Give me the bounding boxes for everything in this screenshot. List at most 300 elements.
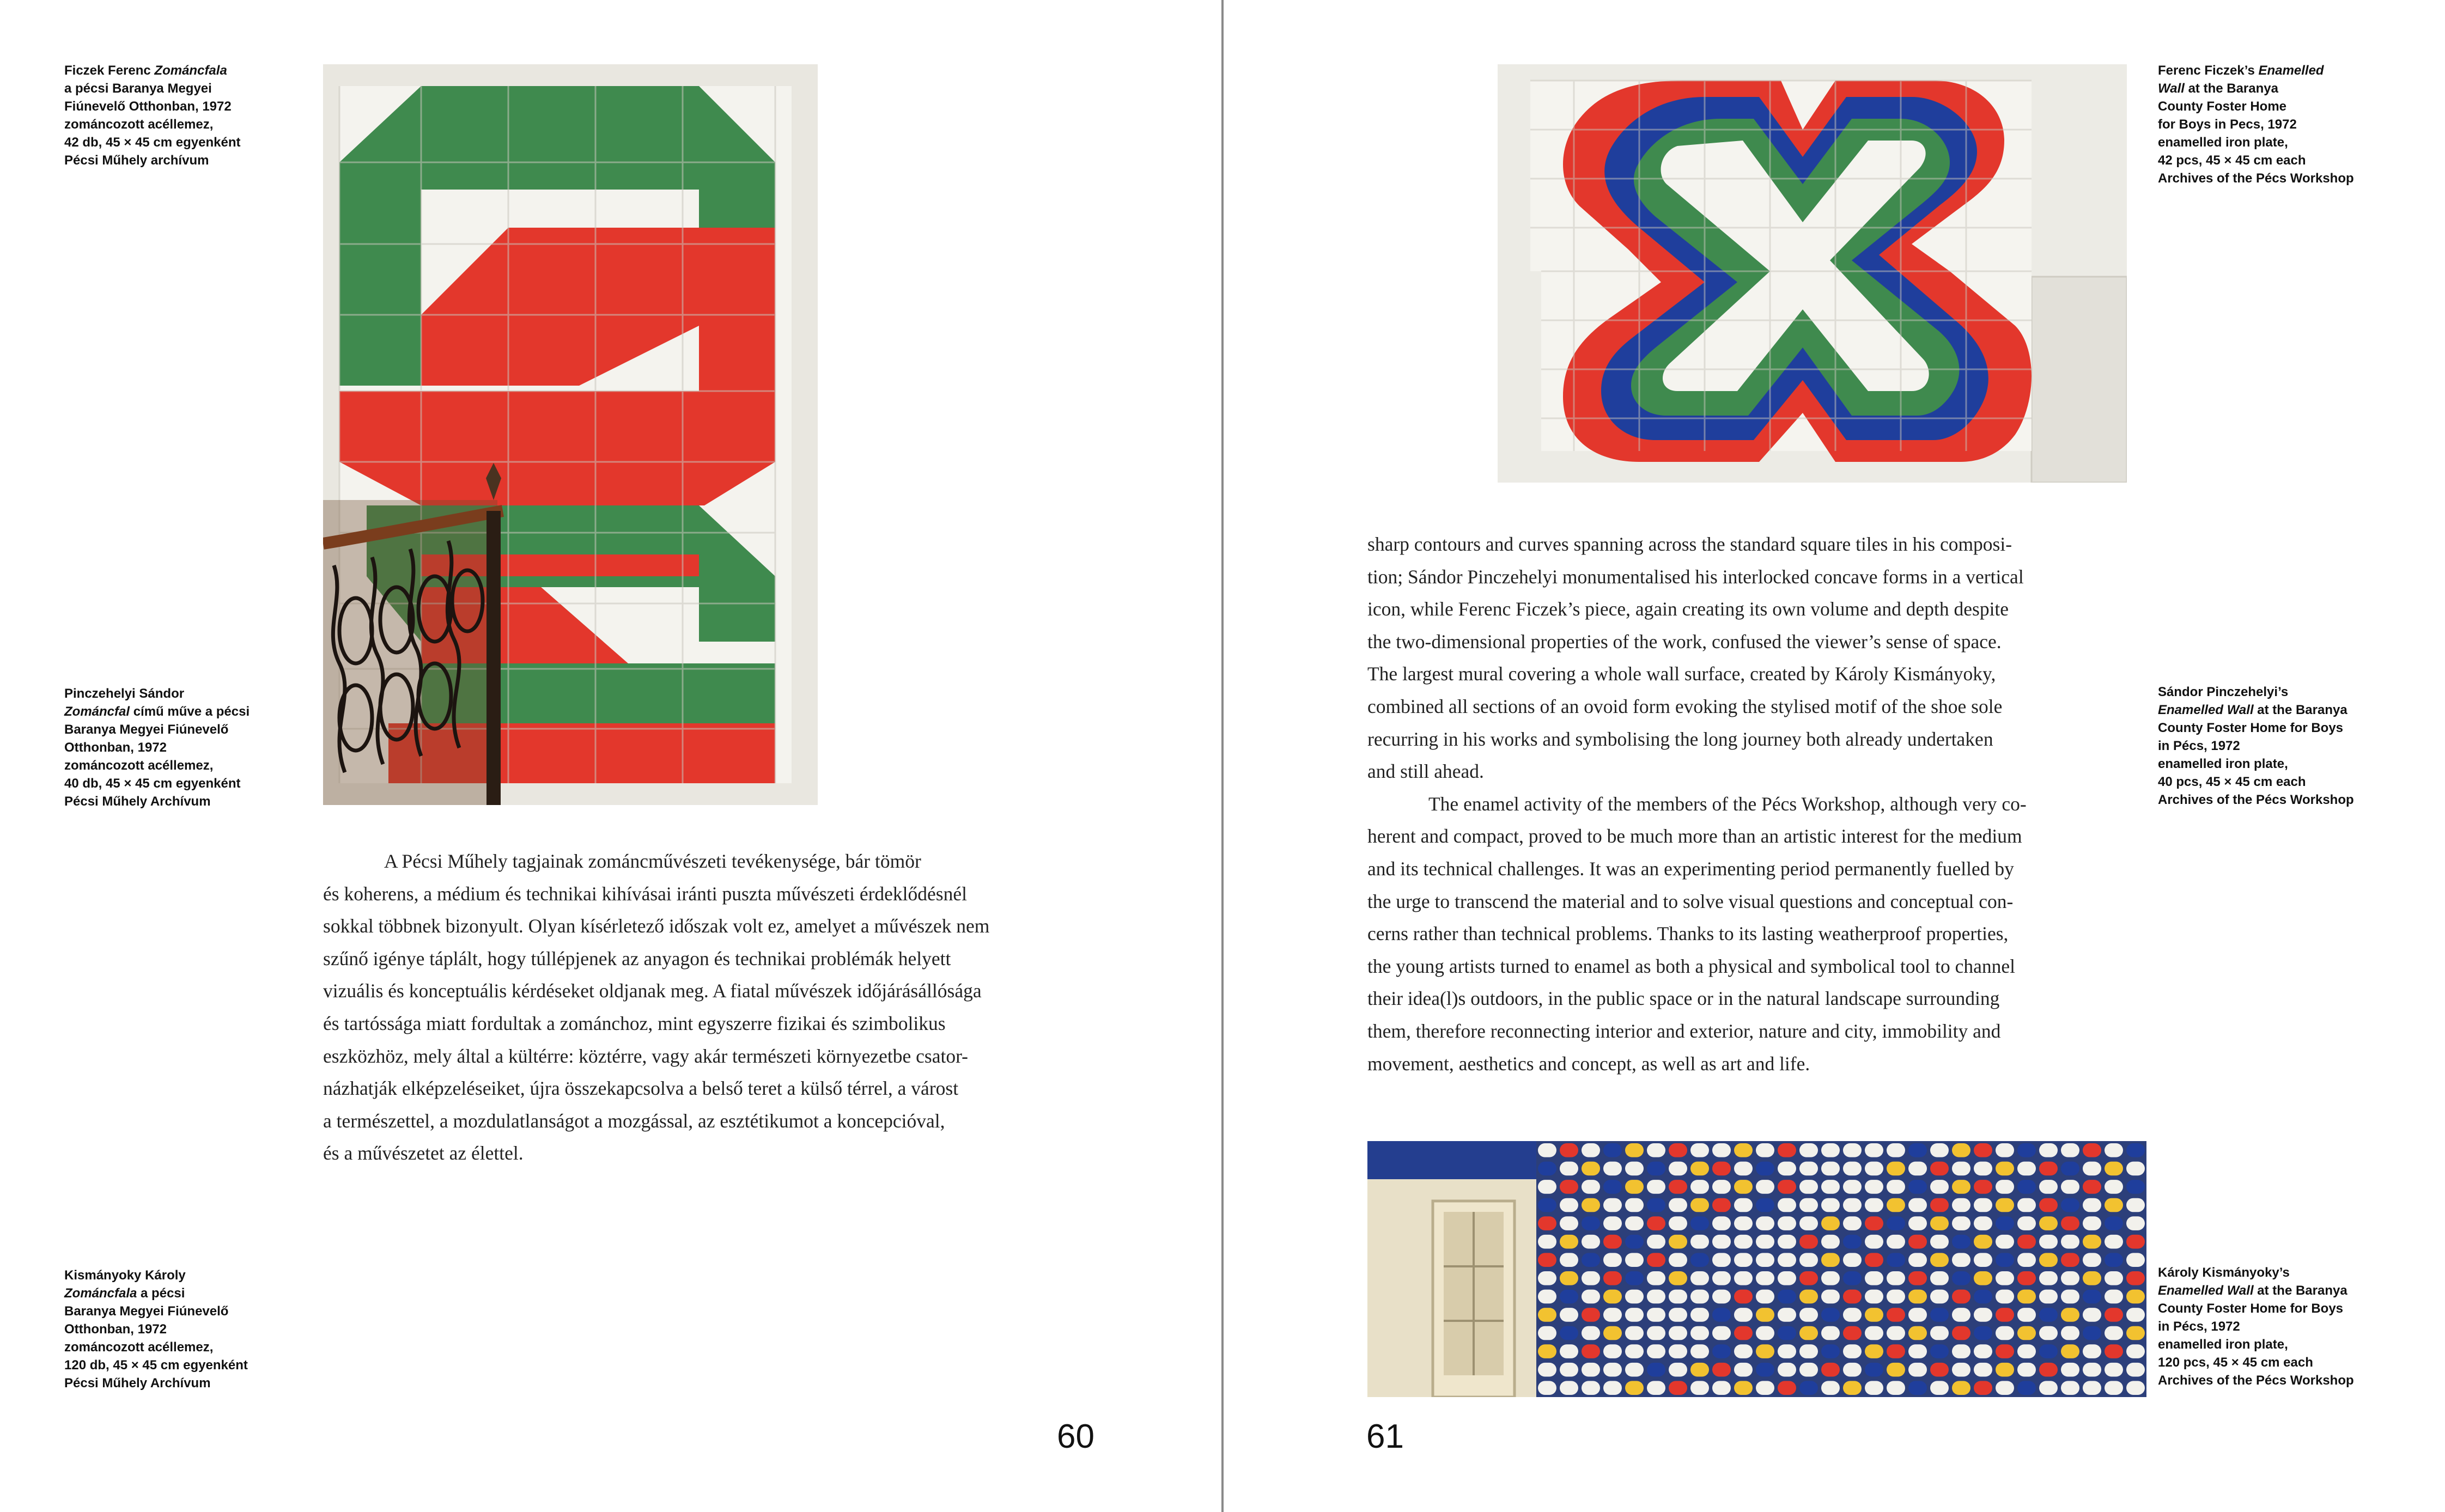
enamel-sole-shape [1908,1143,1927,1157]
body-text-line: tion; Sándor Pinczehelyi monumentalised his interlocked concave forms in a vertical [1367,565,2024,588]
enamel-sole-shape [1908,1344,1927,1358]
body-text-line: sharp contours and curves spanning across the standard square tiles in his composi- [1367,533,2012,555]
wall-pattern-band [1367,1141,1536,1179]
enamel-sole-shape [1952,1271,1970,1285]
enamel-sole-shape [1778,1290,1796,1304]
enamel-sole-shape [1952,1363,1970,1377]
enamel-sole-shape [2105,1143,2123,1157]
enamel-sole-shape [1647,1162,1665,1176]
enamel-sole-shape [1996,1363,2014,1377]
body-text-line: A Pécsi Műhely tagjainak zománcművészeti tevékenysége, bár tömör [384,850,921,872]
enamel-sole-shape [1560,1235,1578,1249]
enamel-sole-shape [2017,1216,2036,1230]
enamel-sole-shape [2017,1143,2036,1157]
enamel-sole-shape [1974,1143,1992,1157]
enamel-sole-shape [2039,1308,2058,1322]
enamel-sole-shape [1843,1216,1862,1230]
enamel-sole-shape [1712,1162,1731,1176]
enamel-sole-shape [1887,1180,1905,1194]
enamel-sole-shape [1603,1290,1622,1304]
enamel-sole-shape [1778,1216,1796,1230]
enamel-sole-shape [1538,1216,1556,1230]
caption-line: Wall at the Baranya [2158,81,2278,96]
caption-line: Ficzek Ferenc Zománcfala [64,63,227,78]
enamel-sole-shape [1690,1216,1709,1230]
enamel-sole-shape [2126,1162,2145,1176]
kismanyoky-enamelled-wall-photo [1367,1141,2146,1397]
enamel-sole-shape [1734,1308,1753,1322]
enamel-sole-shape [2105,1253,2123,1267]
enamel-sole-shape [1843,1180,1862,1194]
enamel-sole-shape [1560,1143,1578,1157]
enamel-sole-shape [1625,1381,1644,1395]
enamel-sole-shape [1821,1344,1840,1358]
enamel-sole-shape [1647,1216,1665,1230]
enamel-sole-shape [1952,1326,1970,1340]
enamel-sole-shape [1647,1363,1665,1377]
enamel-sole-shape [1756,1180,1774,1194]
caption-line: 120 pcs, 45 × 45 cm each [2158,1355,2313,1370]
enamel-sole-shape [1930,1363,1949,1377]
body-text-line: the two-dimensional properties of the work, confused the viewer’s sense of space. [1367,630,2002,653]
enamel-sole-shape [1996,1290,2014,1304]
enamel-sole-shape [1821,1271,1840,1285]
enamel-sole-shape [1538,1290,1556,1304]
enamel-sole-shape [1887,1198,1905,1212]
enamel-sole-shape [1799,1198,1818,1212]
enamel-sole-shape [1560,1290,1578,1304]
enamel-sole-shape [1582,1198,1600,1212]
enamel-sole-shape [1952,1198,1970,1212]
enamel-sole-shape [1887,1344,1905,1358]
enamel-sole-shape [1712,1271,1731,1285]
body-text-line: szűnő igénye táplált, hogy túllépjenek az anyagon és technikai problémák helyett [323,947,951,970]
enamel-sole-shape [1603,1216,1622,1230]
enamel-sole-shape [1603,1271,1622,1285]
enamel-sole-shape [1799,1308,1818,1322]
caption-line: Pécsi Műhely Archívum [64,794,211,809]
body-text-line: és tartóssága miatt fordultak a zománchoz, mint egyszerre fizikai és szimbolikus [323,1012,946,1034]
enamel-sole-shape [2083,1253,2101,1267]
enamel-sole-shape [2017,1198,2036,1212]
enamel-sole-shape [1821,1216,1840,1230]
right-caption-pinczehelyi [2158,683,2387,809]
enamel-sole-shape [1952,1308,1970,1322]
enamel-sole-shape [1865,1143,1883,1157]
enamel-sole-shape [1778,1326,1796,1340]
enamel-sole-shape [1887,1308,1905,1322]
body-text-line: movement, aesthetics and concept, as well as art and life. [1367,1052,1810,1075]
enamel-sole-shape [1887,1143,1905,1157]
enamel-sole-shape [1603,1198,1622,1212]
enamel-sole-shape [2061,1162,2079,1176]
body-text-line: cerns rather than technical problems. Thanks to its lasting weatherproof properties, [1367,923,2009,945]
enamel-sole-shape [1799,1162,1818,1176]
enamel-sole-shape [1712,1216,1731,1230]
enamel-sole-shape [1647,1381,1665,1395]
enamel-sole-shape [1996,1253,2014,1267]
enamel-sole-shape [1974,1271,1992,1285]
enamel-sole-shape [1974,1363,1992,1377]
enamel-sole-shape [1603,1180,1622,1194]
enamel-sole-shape [1778,1235,1796,1249]
enamel-sole-shape [1603,1253,1622,1267]
enamel-sole-shape [2039,1180,2058,1194]
enamel-sole-shape [1560,1271,1578,1285]
enamel-sole-shape [1560,1198,1578,1212]
enamel-sole-shape [1690,1180,1709,1194]
enamel-sole-shape [1756,1290,1774,1304]
left-caption-pinczehelyi [64,685,293,810]
enamel-sole-shape [1865,1308,1883,1322]
enamel-sole-shape [1647,1308,1665,1322]
enamel-sole-shape [1734,1143,1753,1157]
enamel-sole-shape [2061,1216,2079,1230]
caption-line: County Foster Home for Boys [2158,1301,2344,1316]
body-text-line: és koherens, a médium és technikai kihívásai iránti puszta művészeti érdeklődésnél [323,882,967,905]
caption-line: a pécsi Baranya Megyei [64,81,212,96]
enamel-sole-shape [1908,1198,1927,1212]
caption-line: enamelled iron plate, [2158,135,2288,150]
enamel-sole-shape [1734,1271,1753,1285]
enamel-sole-shape [1887,1216,1905,1230]
enamel-sole-shape [1669,1326,1687,1340]
enamel-sole-shape [1865,1271,1883,1285]
enamel-sole-shape [1974,1290,1992,1304]
caption-line: zománcozott acéllemez, [64,117,214,132]
enamel-sole-shape [1887,1363,1905,1377]
enamel-sole-shape [2017,1162,2036,1176]
enamel-sole-shape [2105,1180,2123,1194]
enamel-sole-shape [2017,1253,2036,1267]
enamel-sole-shape [1799,1216,1818,1230]
enamel-sole-shape [1625,1308,1644,1322]
enamel-sole-shape [1669,1290,1687,1304]
enamel-sole-shape [1625,1290,1644,1304]
enamel-sole-shape [2126,1180,2145,1194]
enamel-sole-shape [1974,1308,1992,1322]
enamel-sole-shape [1625,1363,1644,1377]
caption-line: zománcozott acéllemez, [64,1340,214,1355]
enamel-sole-shape [2017,1271,2036,1285]
caption-line: Archives of the Pécs Workshop [2158,792,2354,807]
caption-line: in Pécs, 1972 [2158,739,2240,753]
enamel-sole-shape [2126,1271,2145,1285]
enamel-sole-shape [1996,1143,2014,1157]
enamel-sole-shape [1560,1180,1578,1194]
enamel-sole-shape [1865,1216,1883,1230]
enamel-sole-shape [1603,1162,1622,1176]
enamel-sole-shape [1625,1143,1644,1157]
enamel-sole-shape [2061,1143,2079,1157]
enamel-sole-shape [1908,1216,1927,1230]
caption-line: Otthonban, 1972 [64,740,167,755]
enamel-sole-shape [1538,1363,1556,1377]
caption-line: for Boys in Pecs, 1972 [2158,117,2297,132]
enamel-sole-shape [2126,1290,2145,1304]
enamel-sole-shape [2126,1143,2145,1157]
enamel-sole-shape [1647,1344,1665,1358]
enamel-sole-shape [1560,1363,1578,1377]
enamel-sole-shape [1712,1180,1731,1194]
enamel-sole-shape [1560,1308,1578,1322]
enamel-sole-shape [1582,1162,1600,1176]
enamel-sole-shape [1582,1235,1600,1249]
enamel-sole-shape [2039,1271,2058,1285]
enamel-sole-shape [1821,1308,1840,1322]
body-text-line: the urge to transcend the material and to solve visual questions and conceptual con- [1367,890,2014,912]
enamel-sole-shape [1952,1290,1970,1304]
enamel-sole-shape [1865,1344,1883,1358]
enamel-sole-shape [1778,1180,1796,1194]
enamel-sole-shape [1865,1235,1883,1249]
enamel-sole-shape [1603,1381,1622,1395]
enamel-sole-shape [2039,1143,2058,1157]
enamel-sole-shape [1778,1381,1796,1395]
enamel-sole-shape [1996,1216,2014,1230]
enamel-sole-shape [1734,1235,1753,1249]
caption-line: Enamelled Wall at the Baranya [2158,1283,2347,1298]
enamel-sole-shape [1669,1308,1687,1322]
kismanyoky-artwork-graphic [1367,1141,2146,1397]
enamel-sole-shape [1690,1381,1709,1395]
enamel-sole-shape [2017,1180,2036,1194]
enamel-sole-shape [1538,1253,1556,1267]
caption-line: 40 db, 45 × 45 cm egyenként [64,776,241,791]
enamel-sole-shape [1603,1235,1622,1249]
enamel-sole-shape [1930,1344,1949,1358]
enamel-sole-shape [1734,1326,1753,1340]
enamel-sole-shape [1734,1198,1753,1212]
enamel-sole-shape [1756,1235,1774,1249]
enamel-sole-shape [1690,1344,1709,1358]
enamel-sole-shape [1690,1253,1709,1267]
enamel-sole-shape [2061,1290,2079,1304]
enamel-sole-shape [2105,1344,2123,1358]
enamel-sole-shape [1865,1180,1883,1194]
enamel-sole-shape [1952,1381,1970,1395]
body-text-line: herent and compact, proved to be much more than an artistic interest for the medium [1367,825,2022,848]
enamel-sole-shape [2061,1326,2079,1340]
enamel-sole-shape [1821,1290,1840,1304]
enamel-sole-shape [2105,1290,2123,1304]
enamel-sole-shape [1887,1326,1905,1340]
enamel-sole-shape [1843,1271,1862,1285]
enamel-sole-shape [1625,1235,1644,1249]
enamel-sole-shape [1690,1271,1709,1285]
enamel-sole-shape [1799,1344,1818,1358]
enamel-sole-shape [2039,1381,2058,1395]
enamel-sole-shape [2061,1308,2079,1322]
enamel-sole-shape [1843,1235,1862,1249]
enamel-sole-shape [1843,1162,1862,1176]
enamel-sole-shape [1625,1344,1644,1358]
enamel-sole-shape [2105,1326,2123,1340]
enamel-sole-shape [1625,1198,1644,1212]
enamel-sole-shape [1647,1143,1665,1157]
pinczehelyi-enamelled-wall-photo [323,64,818,805]
enamel-sole-shape [1538,1344,1556,1358]
enamel-sole-shape [1669,1162,1687,1176]
enamel-sole-shape [1560,1326,1578,1340]
enamel-sole-shape [1582,1216,1600,1230]
caption-line: 120 db, 45 × 45 cm egyenként [64,1358,248,1373]
enamel-sole-shape [1669,1344,1687,1358]
ficzek-enamelled-wall-photo [1498,64,2127,483]
enamel-sole-shape [2061,1344,2079,1358]
enamel-sole-shape [1690,1326,1709,1340]
right-body-text [1367,528,2027,1080]
enamel-sole-shape [2039,1363,2058,1377]
enamel-sole-shape [1603,1143,1622,1157]
body-text-line: and still ahead. [1367,760,1484,783]
enamel-sole-shape [1756,1253,1774,1267]
enamel-sole-shape [1952,1180,1970,1194]
caption-line: Ferenc Ficzek’s Enamelled [2158,63,2324,78]
enamel-sole-shape [1843,1290,1862,1304]
enamel-sole-shape [1930,1143,1949,1157]
right-page-number: 61 [1366,1418,1404,1455]
enamel-sole-shape [1734,1344,1753,1358]
enamel-sole-shape [1908,1180,1927,1194]
body-text-line: The largest mural covering a whole wall surface, created by Károly Kismányoky, [1367,663,1996,685]
enamel-sole-shape [1821,1326,1840,1340]
enamel-sole-shape [1756,1216,1774,1230]
enamel-sole-shape [1690,1162,1709,1176]
enamel-sole-shape [1690,1363,1709,1377]
enamel-sole-shape [1887,1162,1905,1176]
enamel-sole-shape [1952,1344,1970,1358]
enamel-sole-shape [1647,1326,1665,1340]
enamel-sole-shape [2105,1216,2123,1230]
enamel-sole-shape [1778,1198,1796,1212]
left-page-number: 60 [1057,1418,1094,1455]
enamel-sole-shape [1756,1381,1774,1395]
enamel-sole-shape [1625,1253,1644,1267]
enamel-sole-shape [1996,1381,2014,1395]
caption-line: Pécsi Műhely Archívum [64,1376,211,1391]
caption-line: Pinczehelyi Sándor [64,686,185,701]
enamel-sole-shape [1712,1381,1731,1395]
enamel-sole-shape [1843,1344,1862,1358]
enamel-sole-shape [2126,1308,2145,1322]
enamel-sole-shape [1996,1198,2014,1212]
enamel-sole-shape [1930,1180,1949,1194]
enamel-sole-shape [1996,1180,2014,1194]
enamel-sole-shape [1582,1253,1600,1267]
enamel-sole-shape [1582,1290,1600,1304]
enamel-sole-shape [2039,1235,2058,1249]
enamel-sole-shape [1799,1381,1818,1395]
page-gutter-divider [1221,0,1224,1512]
enamel-sole-shape [1865,1253,1883,1267]
body-text-line: icon, while Ferenc Ficzek’s piece, again creating its own volume and depth despite [1367,598,2009,620]
enamel-sole-shape [1582,1381,1600,1395]
body-text-line: vizuális és konceptuális kérdéseket oldjanak meg. A fiatal művészek időjárásállósága [323,980,982,1002]
enamel-sole-shape [2061,1180,2079,1194]
enamel-sole-shape [1734,1253,1753,1267]
enamel-sole-shape [2061,1253,2079,1267]
enamel-sole-shape [1930,1235,1949,1249]
enamel-sole-shape [2105,1381,2123,1395]
enamel-sole-shape [1843,1308,1862,1322]
caption-line: 40 pcs, 45 × 45 cm each [2158,775,2306,789]
body-text-line: és a művészetet az élettel. [323,1142,524,1165]
enamel-sole-shape [2039,1326,2058,1340]
enamel-sole-shape [2083,1381,2101,1395]
enamel-sole-shape [1756,1271,1774,1285]
enamel-sole-shape [2039,1344,2058,1358]
enamel-sole-shape [2105,1162,2123,1176]
enamel-sole-shape [1625,1326,1644,1340]
enamel-sole-shape [1625,1216,1644,1230]
caption-line: in Pécs, 1972 [2158,1319,2240,1334]
enamel-sole-shape [1865,1290,1883,1304]
pinczehelyi-artwork-graphic [323,64,818,805]
body-text-line: combined all sections of an ovoid form evoking the stylised motif of the shoe sole [1367,695,2003,717]
enamel-sole-shape [1734,1216,1753,1230]
caption-line: County Foster Home for Boys [2158,721,2344,735]
enamel-sole-shape [1647,1235,1665,1249]
enamel-sole-shape [1799,1143,1818,1157]
enamel-sole-shape [1712,1308,1731,1322]
enamel-sole-shape [1582,1143,1600,1157]
enamel-sole-shape [1734,1363,1753,1377]
enamel-sole-shape [1799,1290,1818,1304]
enamel-sole-shape [1865,1198,1883,1212]
enamel-sole-shape [1996,1271,2014,1285]
enamel-sole-shape [2126,1344,2145,1358]
enamel-sole-shape [1538,1235,1556,1249]
enamel-sole-shape [1908,1271,1927,1285]
enamel-sole-shape [2083,1198,2101,1212]
enamel-sole-shape [1669,1253,1687,1267]
enamel-sole-shape [2017,1344,2036,1358]
enamel-sole-shape [1821,1143,1840,1157]
enamel-sole-shape [1625,1162,1644,1176]
enamel-sole-shape [1669,1180,1687,1194]
enamel-sole-shape [1908,1162,1927,1176]
enamel-sole-shape [1712,1290,1731,1304]
enamel-sole-shape [1538,1180,1556,1194]
enamel-sole-shape [1778,1253,1796,1267]
enamel-sole-shape [1930,1326,1949,1340]
enamel-sole-shape [1734,1162,1753,1176]
enamel-sole-shape [1908,1253,1927,1267]
enamel-sole-shape [1908,1235,1927,1249]
enamel-sole-shape [1625,1271,1644,1285]
caption-line: County Foster Home [2158,99,2287,114]
body-text-line: and its technical challenges. It was an experimenting period permanently fuelled by [1367,857,2014,880]
enamel-sole-shape [1712,1344,1731,1358]
enamel-sole-shape [1669,1216,1687,1230]
enamel-sole-shape [1887,1235,1905,1249]
enamel-sole-shape [2039,1290,2058,1304]
caption-line: Fiúnevelő Otthonban, 1972 [64,99,232,114]
enamel-sole-shape [1930,1308,1949,1322]
enamel-sole-shape [1582,1363,1600,1377]
enamel-sole-shape [2126,1198,2145,1212]
caption-line: Archives of the Pécs Workshop [2158,171,2354,186]
enamel-sole-shape [1908,1363,1927,1377]
enamel-sole-shape [2083,1344,2101,1358]
enamel-sole-shape [1930,1198,1949,1212]
enamel-sole-shape [1952,1235,1970,1249]
enamel-sole-shape [2126,1253,2145,1267]
body-text-line: them, therefore reconnecting interior and exterior, nature and city, immobility and [1367,1020,2001,1042]
caption-line: Pécsi Műhely archívum [64,153,209,168]
body-text-line: sokkal többnek bizonyult. Olyan kísérletező időszak volt ez, amelyet a művészek nem [323,915,990,937]
